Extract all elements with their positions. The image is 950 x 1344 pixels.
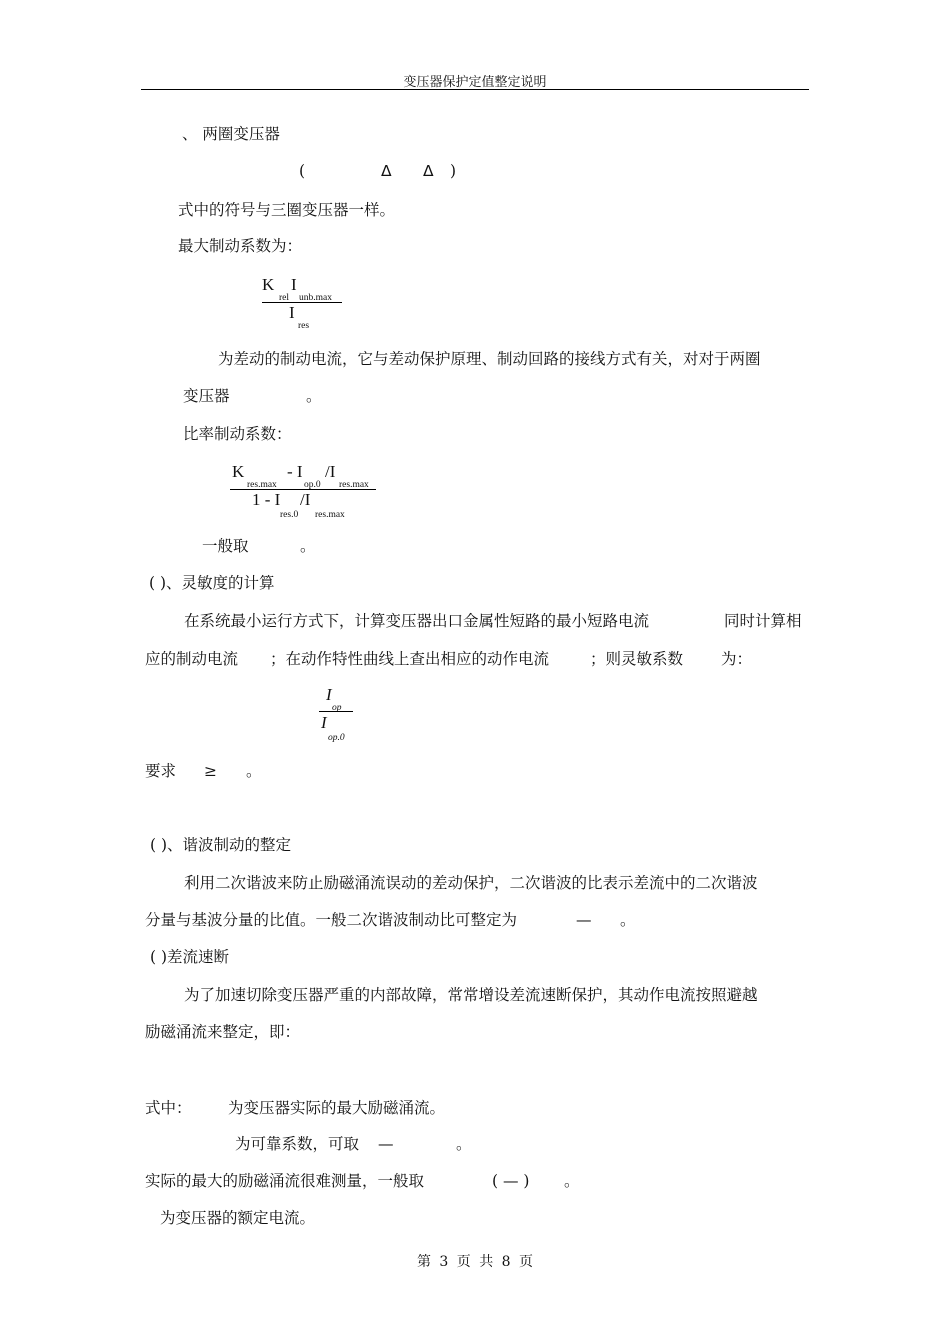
- f1-fraction-bar: [262, 302, 342, 303]
- text-generally-take: 一般取: [202, 537, 249, 555]
- f2-minus-I: - I: [287, 462, 303, 481]
- text-period-6: 。: [564, 1172, 580, 1190]
- f1-den-I: I: [289, 303, 295, 322]
- f3-num-sub: op: [332, 703, 342, 713]
- f1-I: I: [291, 275, 297, 294]
- text-reliability-dash: —: [378, 1135, 394, 1153]
- f1-K: K: [262, 275, 275, 294]
- f2-den-sub-res-max: res.max: [315, 510, 345, 520]
- text-where: 式中：: [145, 1099, 192, 1117]
- text-transformer: 变压器: [183, 387, 230, 405]
- section-two-winding: 、 两圈变压器: [182, 125, 280, 143]
- f2-sub-op0: op.0: [304, 480, 321, 490]
- text-reliability: 为可靠系数，可取: [235, 1135, 360, 1153]
- eq1-open-paren: (: [299, 162, 306, 180]
- text-period-5: 。: [456, 1135, 472, 1153]
- text-require: 要求: [145, 762, 177, 780]
- header-rule: [141, 89, 809, 90]
- f2-sub-res-max: res.max: [247, 480, 277, 490]
- eq1-delta-1: Δ: [381, 162, 392, 180]
- f2-den-slash-I: /I: [300, 490, 311, 509]
- text-period-1: 。: [306, 387, 322, 405]
- text-max-inrush: 为变压器实际的最大励磁涌流。: [228, 1099, 446, 1117]
- section-harmonic: ( )、谐波制动的整定: [150, 836, 292, 854]
- f2-sub-res-max-2: res.max: [339, 480, 369, 490]
- text-period-4: 。: [620, 911, 636, 929]
- text-inrush-range: ( — ): [492, 1172, 530, 1190]
- text-sensitivity-1: 在系统最小运行方式下，计算变压器出口金属性短路的最小短路电流: [184, 612, 650, 630]
- f2-den-sub-res0: res.0: [280, 510, 299, 520]
- f3-num-I: I: [326, 685, 332, 704]
- page-header: 变压器保护定值整定说明: [403, 75, 547, 90]
- text-period-3: 。: [246, 762, 262, 780]
- eq1-delta-2: Δ: [423, 162, 434, 180]
- text-period-2: 。: [300, 537, 316, 555]
- text-ratio-restraint: 比率制动系数：: [183, 425, 292, 443]
- text-restraint-current: 为差动的制动电流，它与差动保护原理、制动回路的接线方式有关，对对于两圈: [218, 350, 761, 368]
- eq1-close-paren: ): [450, 162, 457, 180]
- f1-sub-rel: rel: [279, 293, 290, 303]
- section-sensitivity: ( )、灵敏度的计算: [149, 574, 275, 592]
- page-footer: 第 3 页 共 8 页: [416, 1254, 534, 1270]
- text-sensitivity-2d: 为：: [721, 650, 753, 668]
- f3-den-sub: op.0: [328, 733, 345, 743]
- f1-sub-unb: unb.max: [299, 293, 332, 303]
- section-quick-break: ( )差流速断: [150, 948, 230, 966]
- f2-K: K: [232, 462, 245, 481]
- f3-den-I: I: [321, 713, 327, 732]
- f3-fraction-bar: [319, 711, 353, 712]
- text-sensitivity-1b: 同时计算相: [724, 612, 802, 630]
- text-quick-1: 为了加速切除变压器严重的内部故障，常常增设差流速断保护，其动作电流按照避越: [184, 986, 758, 1004]
- text-rated-current: 为变压器的额定电流。: [160, 1209, 316, 1227]
- text-sensitivity-2b: ；在动作特性曲线上查出相应的动作电流: [270, 650, 550, 668]
- text-quick-2: 励磁涌流来整定，即：: [145, 1023, 301, 1041]
- text-harmonic-dash: —: [576, 911, 592, 929]
- f1-den-sub: res: [298, 321, 310, 331]
- text-sensitivity-2a: 应的制动电流: [145, 650, 239, 668]
- text-symbols-note: 式中的符号与三圈变压器一样。: [178, 201, 396, 219]
- text-inrush-measure: 实际的最大的励磁涌流很难测量，一般取: [145, 1172, 425, 1190]
- f2-den: 1 - I: [252, 490, 281, 509]
- f2-slash-I: /I: [325, 462, 336, 481]
- text-harmonic-2: 分量与基波分量的比值。一般二次谐波制动比可整定为: [145, 911, 518, 929]
- text-harmonic-1: 利用二次谐波来防止励磁涌流误动的差动保护，二次谐波的比表示差流中的二次谐波: [184, 874, 758, 892]
- text-max-restraint: 最大制动系数为：: [178, 237, 303, 255]
- text-sensitivity-2c: ；则灵敏系数: [590, 650, 684, 668]
- text-geq: ≥: [204, 762, 217, 780]
